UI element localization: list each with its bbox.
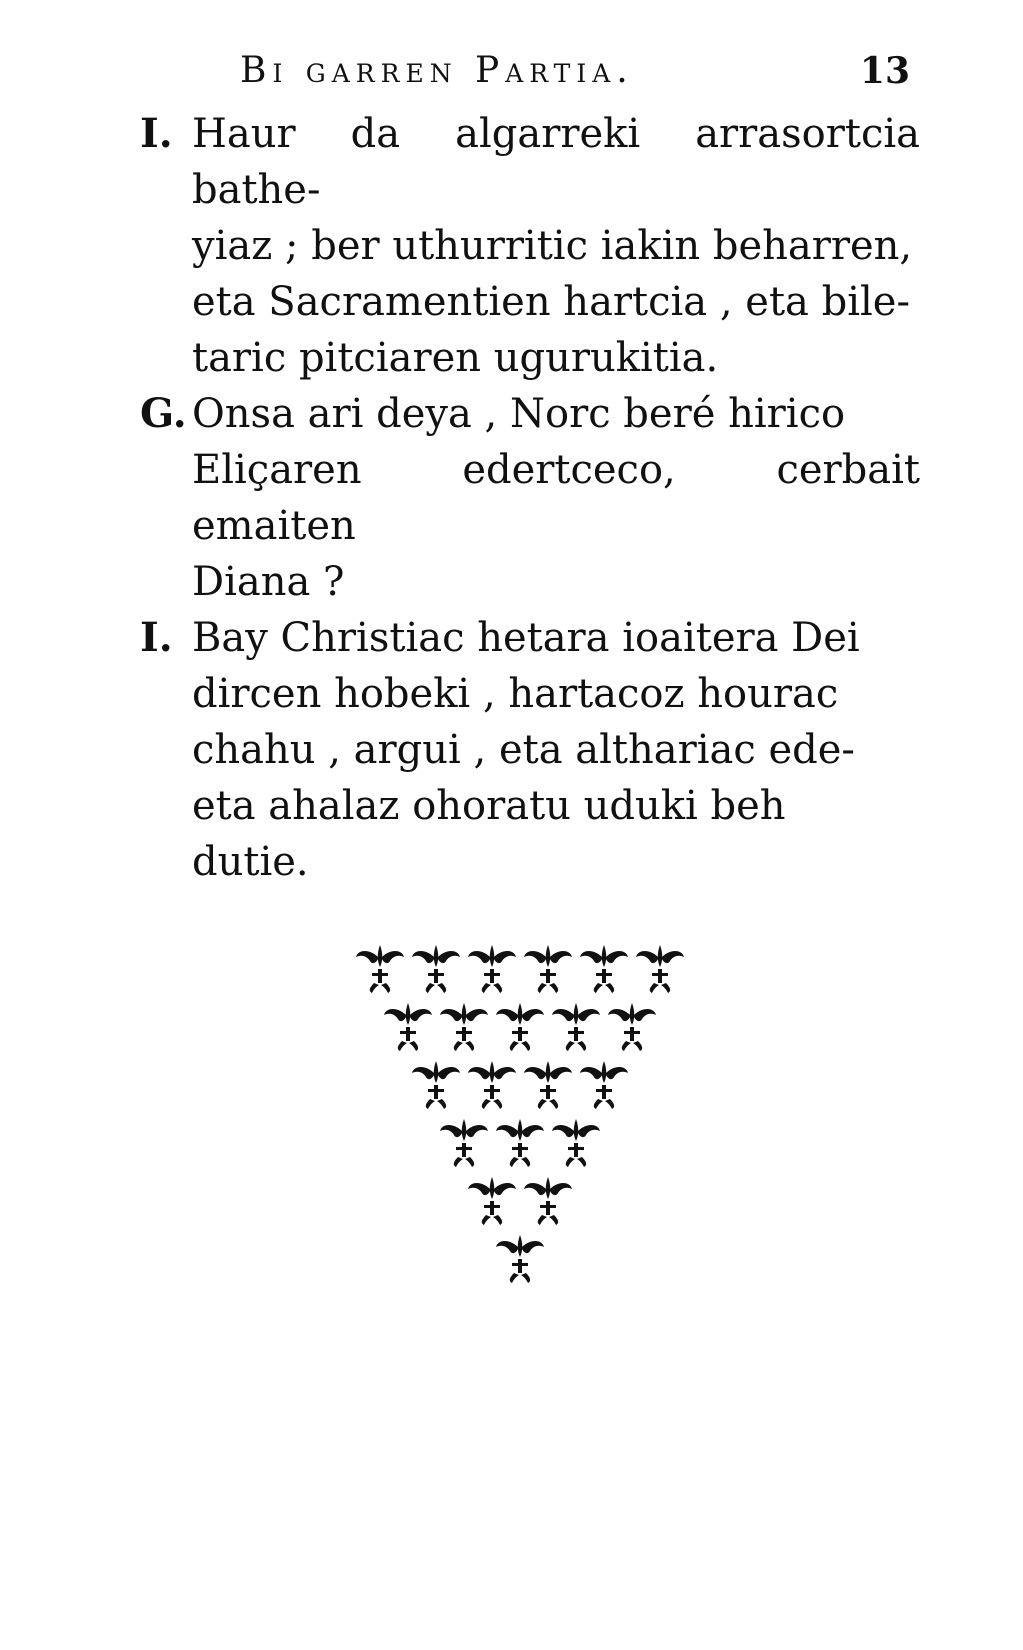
fleuron-icon — [412, 1061, 460, 1109]
dialogue-text — [140, 106, 920, 890]
fleuron-icon — [524, 945, 572, 993]
fleuron-ornament-svg — [340, 935, 700, 1285]
fleuron-icon — [524, 1061, 572, 1109]
fleuron-icon — [524, 1177, 572, 1225]
fleuron-icon — [608, 1003, 656, 1051]
fleuron-icon — [496, 1119, 544, 1167]
page-number: 13 — [859, 50, 910, 92]
speaker-marker: G. — [140, 390, 187, 437]
entry-text: Haur da algarreki arrasortcia bathe- yiaz ; ber uthurritic iakin beharren, eta Sacramentien hartcia , eta bile- taric pitciaren ugurukitia. — [192, 111, 920, 381]
speaker-marker: I. — [140, 110, 173, 157]
speaker-marker: I. — [140, 614, 173, 661]
fleuron-icon — [496, 1235, 544, 1283]
running-head — [240, 50, 910, 100]
dialogue-entry — [140, 386, 920, 610]
fleuron-icon — [440, 1003, 488, 1051]
fleuron-icon — [384, 1003, 432, 1051]
fleuron-icon — [412, 945, 460, 993]
entry-text: Onsa ari deya , Norc beré hirico Eliçaren edertceco, cerbait emaiten Diana ? — [192, 391, 920, 605]
fleuron-icon — [496, 1003, 544, 1051]
fleuron-icon — [636, 945, 684, 993]
dialogue-entry — [140, 610, 920, 890]
fleuron-icon — [356, 945, 404, 993]
dialogue-entry — [140, 106, 920, 386]
fleuron-icon — [468, 945, 516, 993]
fleuron-icon — [580, 1061, 628, 1109]
running-title: Bi garren Partia. — [240, 50, 634, 91]
fleuron-icon — [468, 1061, 516, 1109]
entry-text: Bay Christiac hetara ioaitera Dei dircen hobeki , hartacoz hourac chahu , argui , eta althariac ede- eta ahalaz ohoratu uduki beh dutie. — [192, 615, 860, 885]
fleuron-icon — [552, 1119, 600, 1167]
fleuron-icon — [440, 1119, 488, 1167]
fleuron-triangle-icon — [340, 935, 700, 1285]
fleuron-icon — [552, 1003, 600, 1051]
fleuron-icon — [580, 945, 628, 993]
fleuron-icon — [468, 1177, 516, 1225]
